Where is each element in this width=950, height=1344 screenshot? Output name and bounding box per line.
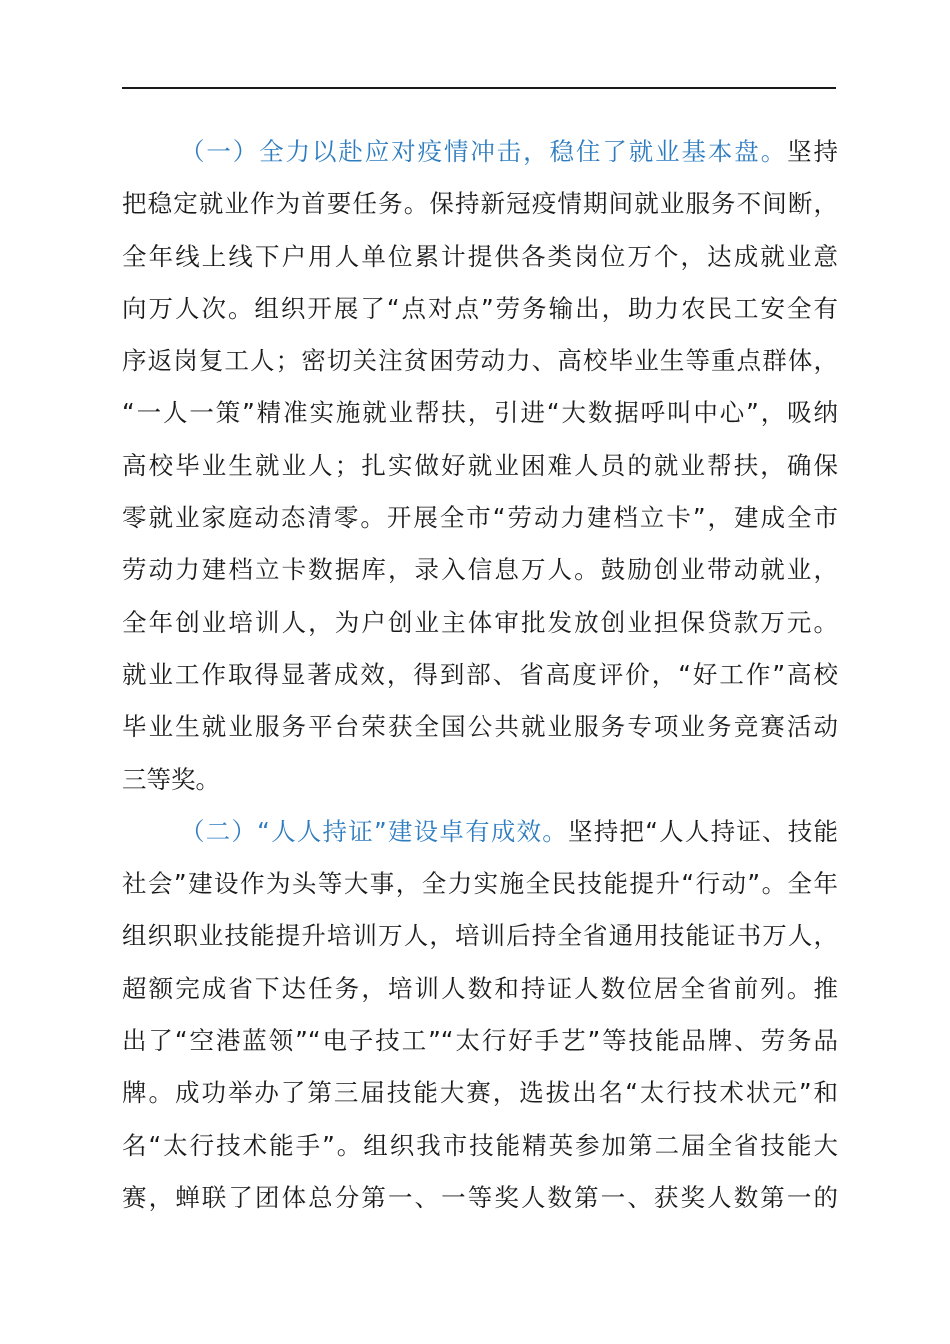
paragraph-line: 向万人次。组织开展了“点对点”劳务输出，助力农民工安全有 [122, 293, 838, 323]
paragraph-line: 劳动力建档立卡数据库，录入信息万人。鼓励创业带动就业， [122, 555, 838, 585]
paragraph-last-line: 三等奖。 [122, 764, 220, 794]
header-rule [122, 87, 836, 89]
paragraph-line: 名“太行技术能手”。组织我市技能精英参加第二届全省技能大 [122, 1130, 838, 1160]
paragraph-line: 组织职业技能提升培训万人，培训后持全省通用技能证书万人， [122, 921, 838, 951]
paragraph-line: 牌。成功举办了第三届技能大赛，选拔出名“太行技术状元”和 [122, 1078, 838, 1108]
paragraph-1-line-1 [122, 126, 838, 178]
paragraph-line: 就业工作取得显著成效，得到部、省高度评价，“好工作”高校 [122, 659, 838, 689]
paragraph-line: 赛，蝉联了团体总分第一、一等奖人数第一、获奖人数第一的 [122, 1182, 838, 1212]
paragraph-line: 高校毕业生就业人；扎实做好就业困难人员的就业帮扶，确保 [122, 450, 838, 480]
paragraph-line: 社会”建设作为头等大事，全力实施全民技能提升“行动”。全年 [122, 869, 838, 899]
section-1-heading: （一）全力以赴应对疫情冲击，稳住了就业基本盘。 [180, 137, 788, 166]
paragraph-1-text: 坚持 [787, 137, 838, 166]
paragraph-line: 全年创业培训人，为户创业主体审批发放创业担保贷款万元。 [122, 607, 838, 637]
paragraph-line: 全年线上线下户用人单位累计提供各类岗位万个，达成就业意 [122, 241, 838, 271]
paragraph-line: 超额完成省下达任务，培训人数和持证人数位居全省前列。推 [122, 973, 838, 1003]
document-body [122, 126, 838, 1224]
paragraph-line: 序返岗复工人；密切关注贫困劳动力、高校毕业生等重点群体， [122, 346, 838, 376]
paragraph-line: 零就业家庭动态清零。开展全市“劳动力建档立卡”，建成全市 [122, 503, 838, 533]
paragraph-line: 毕业生就业服务平台荣获全国公共就业服务专项业务竞赛活动 [122, 712, 838, 742]
paragraph-2-text: 坚持把“人人持证、技能 [568, 816, 838, 846]
section-2-heading: （二）“人人持证”建设卓有成效。 [180, 816, 569, 846]
paragraph-line: 把稳定就业作为首要任务。保持新冠疫情期间就业服务不间断， [122, 189, 838, 219]
paragraph-line: 出了“空港蓝领”“电子技工”“太行好手艺”等技能品牌、劳务品 [122, 1026, 838, 1056]
paragraph-2-line-1 [122, 806, 838, 858]
paragraph-line: “一人一策”精准实施就业帮扶，引进“大数据呼叫中心”，吸纳 [122, 398, 838, 428]
